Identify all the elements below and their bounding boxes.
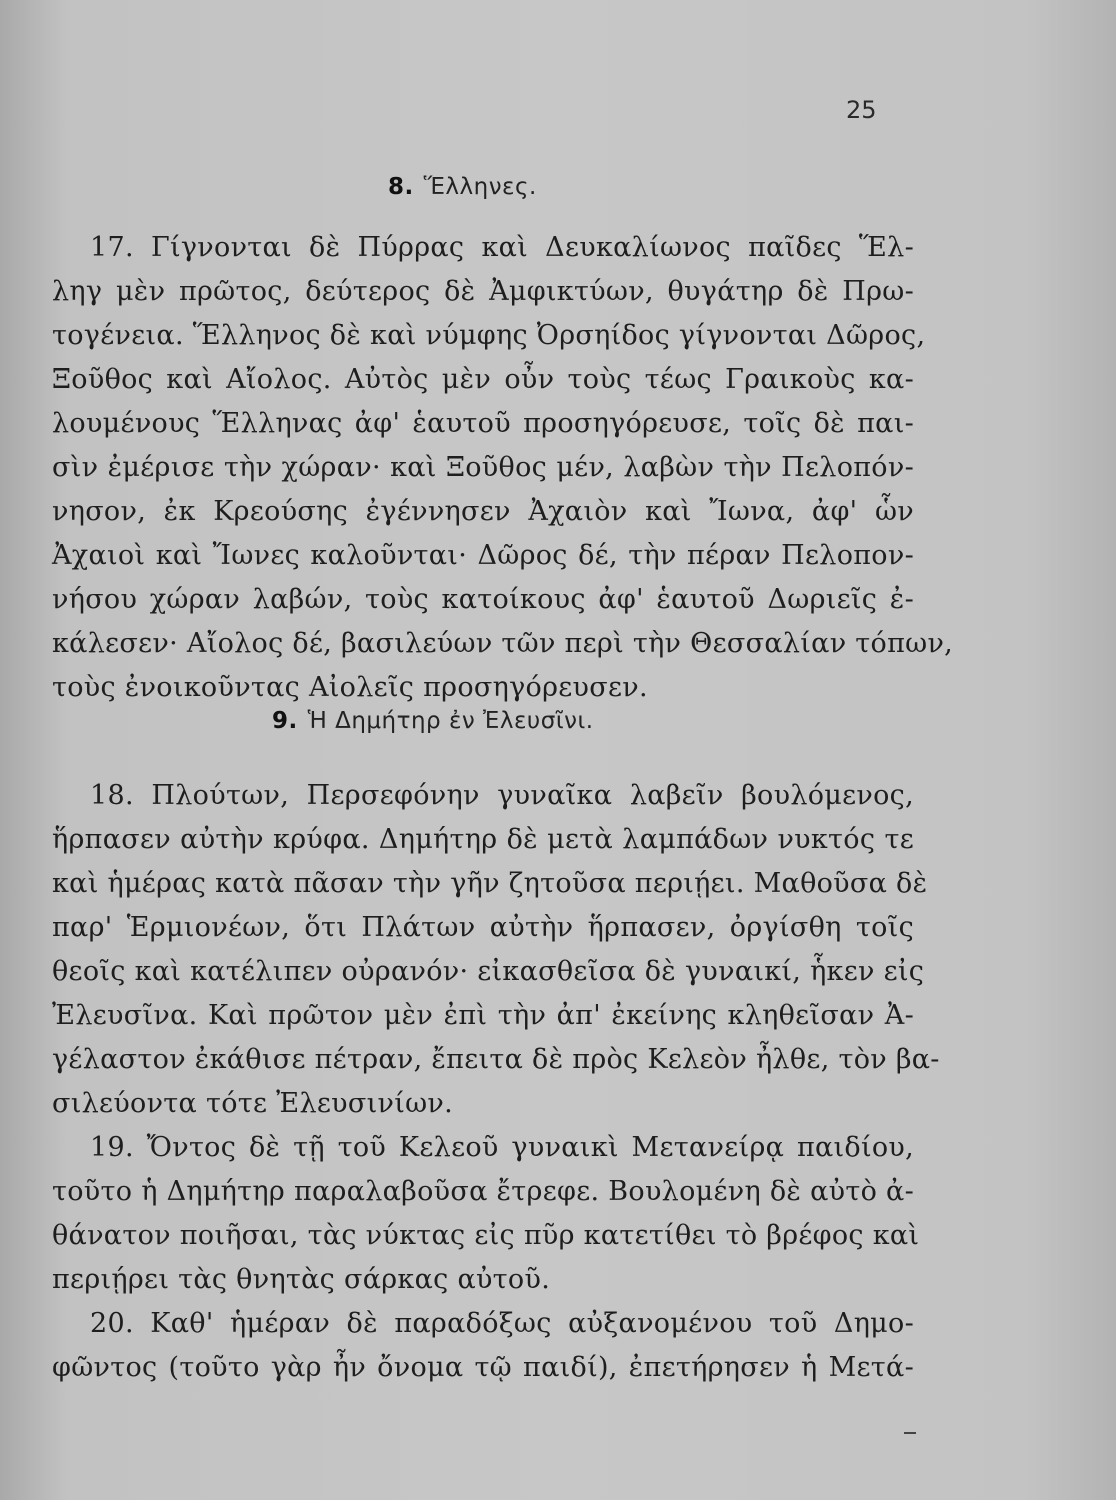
text-line: νήσου χώραν λαβών, τοὺς κατοίκους ἀφ' ἑαυτοῦ Δωριεῖς ἐ-: [52, 584, 914, 615]
text-line: τοὺς ἐνοικοῦντας Αἰολεῖς προσηγόρευσεν.: [52, 672, 648, 703]
section-heading-8: [388, 174, 537, 200]
text-line: λουμένους Ἕλληνας ἀφ' ἑαυτοῦ προσηγόρευσε, τοῖς δὲ παι-: [52, 408, 914, 439]
section-number: 9.: [272, 708, 298, 734]
text-line: Ξοῦθος καὶ Αἴολος. Αὐτὸς μὲν οὖν τοὺς τέως Γραικοὺς κα-: [52, 364, 914, 395]
text-line: καὶ ἡμέρας κατὰ πᾶσαν τὴν γῆν ζητοῦσα περιῄει. Μαθοῦσα δὲ: [52, 868, 928, 899]
text-line: γέλαστον ἐκάθισε πέτραν, ἔπειτα δὲ πρὸς Κελεὸν ἦλθε, τὸν βα-: [52, 1044, 940, 1075]
text-line: ληγ μὲν πρῶτος, δεύτερος δὲ Ἀμφικτύων, θυγάτηρ δὲ Πρω-: [52, 276, 914, 307]
text-line: 19. Ὄντος δὲ τῇ τοῦ Κελεοῦ γυναικὶ Μετανείρᾳ παιδίου,: [90, 1132, 914, 1163]
section-number: 8.: [388, 174, 414, 200]
text-line: 18. Πλούτων, Περσεφόνην γυναῖκα λαβεῖν βουλόμενος,: [90, 780, 914, 811]
text-line: Ἐλευσῖνα. Καὶ πρῶτον μὲν ἐπὶ τὴν ἀπ' ἐκείνης κληθεῖσαν Ἀ-: [52, 1000, 914, 1031]
text-line: νησον, ἐκ Κρεούσης ἐγέννησεν Ἀχαιὸν καὶ Ἴωνα, ἀφ' ὧν: [52, 496, 914, 527]
text-line: ἥρπασεν αὐτὴν κρύφα. Δημήτηρ δὲ μετὰ λαμπάδων νυκτός τε: [52, 824, 914, 855]
text-line: 20. Καθ' ἡμέραν δὲ παραδόξως αὐξανομένου τοῦ Δημο-: [90, 1308, 914, 1339]
margin-dash: [904, 1432, 916, 1434]
text-line: Ἀχαιοὶ καὶ Ἴωνες καλοῦνται· Δῶρος δέ, τὴν πέραν Πελοπον-: [52, 540, 914, 571]
text-line: παρ' Ἑρμιονέων, ὅτι Πλάτων αὐτὴν ἥρπασεν, ὀργίσθη τοῖς: [52, 912, 914, 943]
text-line: θεοῖς καὶ κατέλιπεν οὐρανόν· εἰκασθεῖσα δὲ γυναικί, ἧκεν εἰς: [52, 956, 925, 987]
text-line: περιῄρει τὰς θνητὰς σάρκας αὐτοῦ.: [52, 1264, 551, 1295]
section-heading-9: [272, 708, 594, 734]
text-line: σὶν ἐμέρισε τὴν χώραν· καὶ Ξοῦθος μέν, λαβὼν τὴν Πελοπόν-: [52, 452, 914, 483]
section-title: Ἡ Δημήτηρ ἐν Ἐλευσῖνι.: [307, 708, 594, 734]
text-line: φῶντος (τοῦτο γὰρ ἦν ὄνομα τῷ παιδί), ἐπετήρησεν ἡ Μετά-: [52, 1352, 914, 1383]
text-line: τοῦτο ἡ Δημήτηρ παραλαβοῦσα ἔτρεφε. Βουλομένη δὲ αὐτὸ ἀ-: [52, 1176, 914, 1207]
text-line: 17. Γίγνονται δὲ Πύρρας καὶ Δευκαλίωνος παῖδες Ἕλ-: [90, 232, 914, 263]
text-line: τογένεια. Ἕλληνος δὲ καὶ νύμφης Ὀρσηίδος γίγνονται Δῶρος,: [52, 320, 926, 351]
section-title: Ἕλληνες.: [423, 174, 537, 200]
text-line: σιλεύοντα τότε Ἐλευσινίων.: [52, 1088, 454, 1119]
page-number: 25: [846, 96, 877, 124]
text-line: κάλεσεν· Αἴολος δέ, βασιλεύων τῶν περὶ τὴν Θεσσαλίαν τόπων,: [52, 628, 954, 659]
text-line: θάνατον ποιῆσαι, τὰς νύκτας εἰς πῦρ κατετίθει τὸ βρέφος καὶ: [52, 1220, 920, 1251]
